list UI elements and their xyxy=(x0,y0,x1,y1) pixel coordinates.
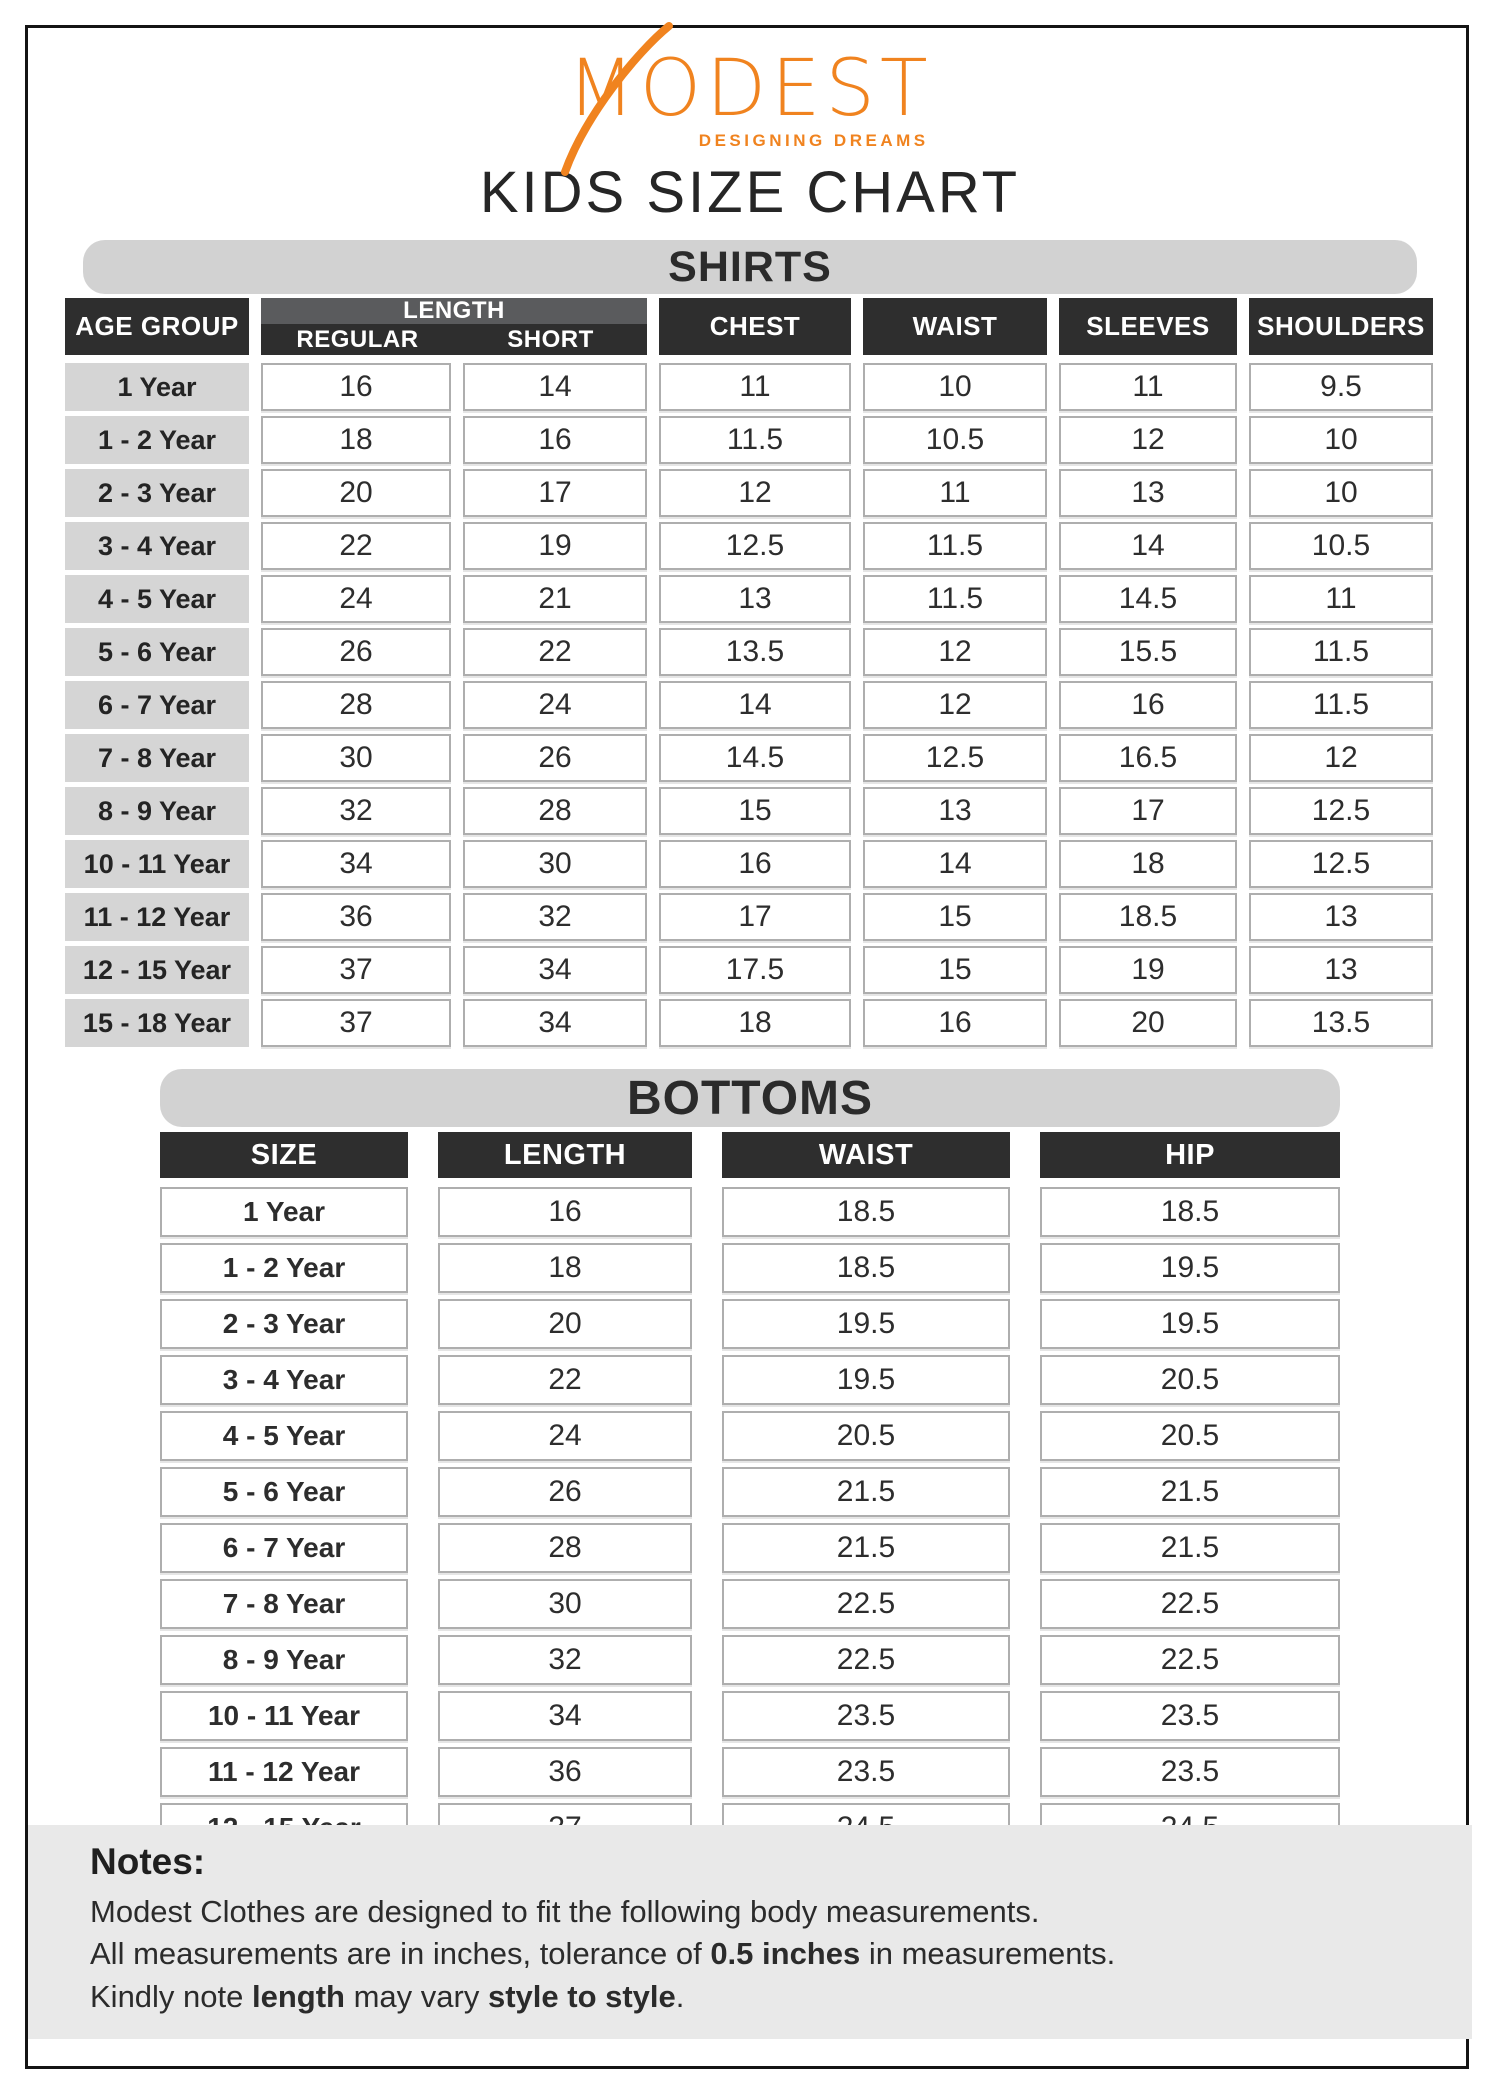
shirts-value-cell-waist: 12.5 xyxy=(863,734,1047,782)
shirts-value-cell-shoulders: 11 xyxy=(1249,575,1433,623)
shirts-value-cell-waist: 15 xyxy=(863,893,1047,941)
shirts-value-cell-waist: 12 xyxy=(863,628,1047,676)
shirts-value-cell-waist: 14 xyxy=(863,840,1047,888)
bottoms-value-cell-waist: 20.5 xyxy=(722,1411,1010,1461)
shirts-value-cell-chest: 11 xyxy=(659,363,851,411)
bottoms-table-header xyxy=(160,1132,1340,1178)
shirts-value-cell-sleeves: 14.5 xyxy=(1059,575,1237,623)
shirts-value-cell-sleeves: 18.5 xyxy=(1059,893,1237,941)
shirts-value-cell-shoulders: 11.5 xyxy=(1249,628,1433,676)
bottoms-value-cell-hip: 20.5 xyxy=(1040,1355,1340,1405)
bottoms-value-cell-waist: 18.5 xyxy=(722,1243,1010,1293)
shirts-value-cell-regular: 37 xyxy=(261,946,451,994)
shirts-value-cell-short: 16 xyxy=(463,416,647,464)
notes-text-segment: length xyxy=(252,1979,345,2015)
shirts-value-cell-waist: 11.5 xyxy=(863,522,1047,570)
shirts-age-cell: 8 - 9 Year xyxy=(65,787,249,835)
bottoms-table-body xyxy=(160,1187,1340,1909)
shirts-value-cell-short: 34 xyxy=(463,946,647,994)
shirts-value-cell-sleeves: 20 xyxy=(1059,999,1237,1047)
shirts-value-cell-short: 17 xyxy=(463,469,647,517)
bottoms-size-cell: 11 - 12 Year xyxy=(160,1747,408,1797)
shirts-value-cell-waist: 11 xyxy=(863,469,1047,517)
notes-title: Notes: xyxy=(90,1840,206,1882)
shirts-value-cell-regular: 18 xyxy=(261,416,451,464)
shirts-value-cell-waist: 15 xyxy=(863,946,1047,994)
shirts-age-cell: 1 - 2 Year xyxy=(65,416,249,464)
shirts-value-cell-regular: 32 xyxy=(261,787,451,835)
bottoms-value-cell-length: 16 xyxy=(438,1187,692,1237)
notes-lines xyxy=(90,1891,1432,2019)
bottoms-size-cell: 10 - 11 Year xyxy=(160,1691,408,1741)
shirts-age-cell: 15 - 18 Year xyxy=(65,999,249,1047)
logo-swoosh-icon xyxy=(541,24,681,174)
shirts-value-cell-regular: 20 xyxy=(261,469,451,517)
page-title: KIDS SIZE CHART xyxy=(479,160,1021,225)
shirts-table-body xyxy=(65,363,1435,1047)
shirts-age-cell: 11 - 12 Year xyxy=(65,893,249,941)
shirts-value-cell-regular: 24 xyxy=(261,575,451,623)
bottoms-size-cell: 1 Year xyxy=(160,1187,408,1237)
bottoms-col-hip: HIP xyxy=(1040,1132,1340,1178)
bottoms-value-cell-length: 18 xyxy=(438,1243,692,1293)
size-chart-page xyxy=(28,28,1472,2066)
shirts-section xyxy=(65,240,1435,1047)
shirts-value-cell-shoulders: 12 xyxy=(1249,734,1433,782)
shirts-value-cell-regular: 37 xyxy=(261,999,451,1047)
notes-text-segment: Modest Clothes are designed to fit the following body measurements. xyxy=(90,1893,1040,1929)
shirts-length-subcolumns xyxy=(261,324,647,355)
bottoms-section-title: BOTTOMS xyxy=(626,1071,874,1125)
bottoms-value-cell-waist: 19.5 xyxy=(722,1299,1010,1349)
bottoms-size-cell: 6 - 7 Year xyxy=(160,1523,408,1573)
bottoms-size-cell: 7 - 8 Year xyxy=(160,1579,408,1629)
notes-text-segment: All measurements are in inches, tolerance of xyxy=(90,1936,711,1972)
shirts-value-cell-waist: 13 xyxy=(863,787,1047,835)
shirts-col-age-group: AGE GROUP xyxy=(65,298,249,355)
brand-header xyxy=(28,28,1472,226)
shirts-col-regular: REGULAR xyxy=(296,325,419,353)
notes-line xyxy=(90,1933,1432,1976)
shirts-age-cell: 1 Year xyxy=(65,363,249,411)
shirts-value-cell-short: 34 xyxy=(463,999,647,1047)
bottoms-size-cell: 3 - 4 Year xyxy=(160,1355,408,1405)
shirts-value-cell-chest: 17.5 xyxy=(659,946,851,994)
shirts-age-cell: 7 - 8 Year xyxy=(65,734,249,782)
shirts-value-cell-chest: 13 xyxy=(659,575,851,623)
shirts-value-cell-chest: 16 xyxy=(659,840,851,888)
notes-text-segment: in measurements. xyxy=(860,1936,1116,1972)
shirts-value-cell-short: 26 xyxy=(463,734,647,782)
bottoms-value-cell-length: 20 xyxy=(438,1299,692,1349)
bottoms-value-cell-length: 24 xyxy=(438,1411,692,1461)
notes-text-segment: Kindly note xyxy=(90,1979,252,2015)
shirts-value-cell-shoulders: 13.5 xyxy=(1249,999,1433,1047)
bottoms-value-cell-hip: 20.5 xyxy=(1040,1411,1340,1461)
shirts-col-length-group xyxy=(261,298,647,355)
shirts-col-sleeves: SLEEVES xyxy=(1059,298,1237,355)
shirts-value-cell-sleeves: 14 xyxy=(1059,522,1237,570)
bottoms-value-cell-waist: 18.5 xyxy=(722,1187,1010,1237)
bottoms-value-cell-length: 36 xyxy=(438,1747,692,1797)
shirts-col-shoulders: SHOULDERS xyxy=(1249,298,1433,355)
shirts-value-cell-regular: 34 xyxy=(261,840,451,888)
notes-text-segment: style to style xyxy=(487,1979,676,2015)
bottoms-value-cell-waist: 19.5 xyxy=(722,1355,1010,1405)
shirts-section-title: SHIRTS xyxy=(668,242,832,291)
shirts-value-cell-regular: 22 xyxy=(261,522,451,570)
bottoms-value-cell-hip: 22.5 xyxy=(1040,1579,1340,1629)
shirts-value-cell-chest: 12.5 xyxy=(659,522,851,570)
bottoms-section xyxy=(160,1069,1340,1909)
notes-text-segment: 0.5 inches xyxy=(710,1936,861,1972)
shirts-col-waist: WAIST xyxy=(863,298,1047,355)
shirts-value-cell-shoulders: 10.5 xyxy=(1249,522,1433,570)
bottoms-size-cell: 8 - 9 Year xyxy=(160,1635,408,1685)
bottoms-value-cell-hip: 21.5 xyxy=(1040,1523,1340,1573)
bottoms-value-cell-length: 34 xyxy=(438,1691,692,1741)
bottoms-col-size: SIZE xyxy=(160,1132,408,1178)
notes-text-segment: may vary xyxy=(345,1979,488,2015)
shirts-value-cell-chest: 13.5 xyxy=(659,628,851,676)
shirts-value-cell-chest: 14 xyxy=(659,681,851,729)
shirts-banner xyxy=(83,240,1417,294)
bottoms-size-cell: 2 - 3 Year xyxy=(160,1299,408,1349)
shirts-value-cell-sleeves: 16.5 xyxy=(1059,734,1237,782)
notes-section xyxy=(28,1825,1472,2039)
bottoms-value-cell-hip: 23.5 xyxy=(1040,1747,1340,1797)
shirts-value-cell-shoulders: 12.5 xyxy=(1249,840,1433,888)
shirts-value-cell-sleeves: 11 xyxy=(1059,363,1237,411)
shirts-value-cell-short: 24 xyxy=(463,681,647,729)
shirts-value-cell-sleeves: 17 xyxy=(1059,787,1237,835)
shirts-col-short: SHORT xyxy=(507,325,594,353)
bottoms-col-length: LENGTH xyxy=(438,1132,692,1178)
bottoms-size-cell: 5 - 6 Year xyxy=(160,1467,408,1517)
shirts-value-cell-shoulders: 11.5 xyxy=(1249,681,1433,729)
shirts-value-cell-waist: 10 xyxy=(863,363,1047,411)
bottoms-value-cell-length: 26 xyxy=(438,1467,692,1517)
shirts-col-chest: CHEST xyxy=(659,298,851,355)
shirts-value-cell-waist: 11.5 xyxy=(863,575,1047,623)
shirts-value-cell-waist: 16 xyxy=(863,999,1047,1047)
shirts-value-cell-sleeves: 16 xyxy=(1059,681,1237,729)
shirts-value-cell-sleeves: 15.5 xyxy=(1059,628,1237,676)
shirts-age-cell: 4 - 5 Year xyxy=(65,575,249,623)
bottoms-value-cell-waist: 22.5 xyxy=(722,1579,1010,1629)
shirts-col-length: LENGTH xyxy=(261,298,647,324)
notes-line xyxy=(90,1976,1432,2019)
bottoms-value-cell-length: 32 xyxy=(438,1635,692,1685)
brand-name: MODEST xyxy=(567,44,933,134)
shirts-value-cell-short: 32 xyxy=(463,893,647,941)
bottoms-value-cell-hip: 18.5 xyxy=(1040,1187,1340,1237)
bottoms-value-cell-length: 30 xyxy=(438,1579,692,1629)
shirts-value-cell-shoulders: 12.5 xyxy=(1249,787,1433,835)
shirts-value-cell-chest: 14.5 xyxy=(659,734,851,782)
bottoms-value-cell-hip: 21.5 xyxy=(1040,1467,1340,1517)
shirts-age-cell: 3 - 4 Year xyxy=(65,522,249,570)
bottoms-size-cell: 1 - 2 Year xyxy=(160,1243,408,1293)
shirts-value-cell-short: 28 xyxy=(463,787,647,835)
shirts-value-cell-regular: 30 xyxy=(261,734,451,782)
shirts-value-cell-chest: 18 xyxy=(659,999,851,1047)
shirts-value-cell-short: 19 xyxy=(463,522,647,570)
bottoms-value-cell-length: 28 xyxy=(438,1523,692,1573)
modest-logo xyxy=(567,44,933,150)
brand-tagline: DESIGNING DREAMS xyxy=(698,131,929,150)
shirts-value-cell-short: 30 xyxy=(463,840,647,888)
bottoms-size-cell: 4 - 5 Year xyxy=(160,1411,408,1461)
bottoms-banner xyxy=(160,1069,1340,1127)
notes-line xyxy=(90,1891,1432,1934)
shirts-value-cell-chest: 17 xyxy=(659,893,851,941)
bottoms-value-cell-hip: 19.5 xyxy=(1040,1243,1340,1293)
shirts-value-cell-regular: 16 xyxy=(261,363,451,411)
bottoms-value-cell-hip: 19.5 xyxy=(1040,1299,1340,1349)
bottoms-value-cell-waist: 23.5 xyxy=(722,1691,1010,1741)
shirts-value-cell-regular: 26 xyxy=(261,628,451,676)
bottoms-value-cell-length: 22 xyxy=(438,1355,692,1405)
shirts-value-cell-regular: 36 xyxy=(261,893,451,941)
shirts-value-cell-sleeves: 12 xyxy=(1059,416,1237,464)
bottoms-col-waist: WAIST xyxy=(722,1132,1010,1178)
shirts-value-cell-short: 21 xyxy=(463,575,647,623)
shirts-age-cell: 2 - 3 Year xyxy=(65,469,249,517)
shirts-table-header xyxy=(65,298,1435,355)
shirts-value-cell-waist: 10.5 xyxy=(863,416,1047,464)
shirts-value-cell-sleeves: 13 xyxy=(1059,469,1237,517)
shirts-age-cell: 10 - 11 Year xyxy=(65,840,249,888)
shirts-value-cell-sleeves: 19 xyxy=(1059,946,1237,994)
shirts-value-cell-waist: 12 xyxy=(863,681,1047,729)
shirts-age-cell: 5 - 6 Year xyxy=(65,628,249,676)
bottoms-value-cell-waist: 23.5 xyxy=(722,1747,1010,1797)
notes-text-segment: . xyxy=(675,1979,685,2015)
shirts-value-cell-shoulders: 10 xyxy=(1249,469,1433,517)
shirts-value-cell-short: 14 xyxy=(463,363,647,411)
shirts-age-cell: 12 - 15 Year xyxy=(65,946,249,994)
bottoms-value-cell-hip: 22.5 xyxy=(1040,1635,1340,1685)
shirts-value-cell-regular: 28 xyxy=(261,681,451,729)
shirts-age-cell: 6 - 7 Year xyxy=(65,681,249,729)
shirts-value-cell-shoulders: 10 xyxy=(1249,416,1433,464)
shirts-value-cell-shoulders: 13 xyxy=(1249,893,1433,941)
shirts-value-cell-chest: 11.5 xyxy=(659,416,851,464)
shirts-value-cell-short: 22 xyxy=(463,628,647,676)
bottoms-value-cell-hip: 23.5 xyxy=(1040,1691,1340,1741)
shirts-value-cell-sleeves: 18 xyxy=(1059,840,1237,888)
shirts-value-cell-shoulders: 9.5 xyxy=(1249,363,1433,411)
shirts-value-cell-shoulders: 13 xyxy=(1249,946,1433,994)
bottoms-value-cell-waist: 21.5 xyxy=(722,1467,1010,1517)
bottoms-value-cell-waist: 21.5 xyxy=(722,1523,1010,1573)
bottoms-value-cell-waist: 22.5 xyxy=(722,1635,1010,1685)
shirts-value-cell-chest: 15 xyxy=(659,787,851,835)
shirts-value-cell-chest: 12 xyxy=(659,469,851,517)
